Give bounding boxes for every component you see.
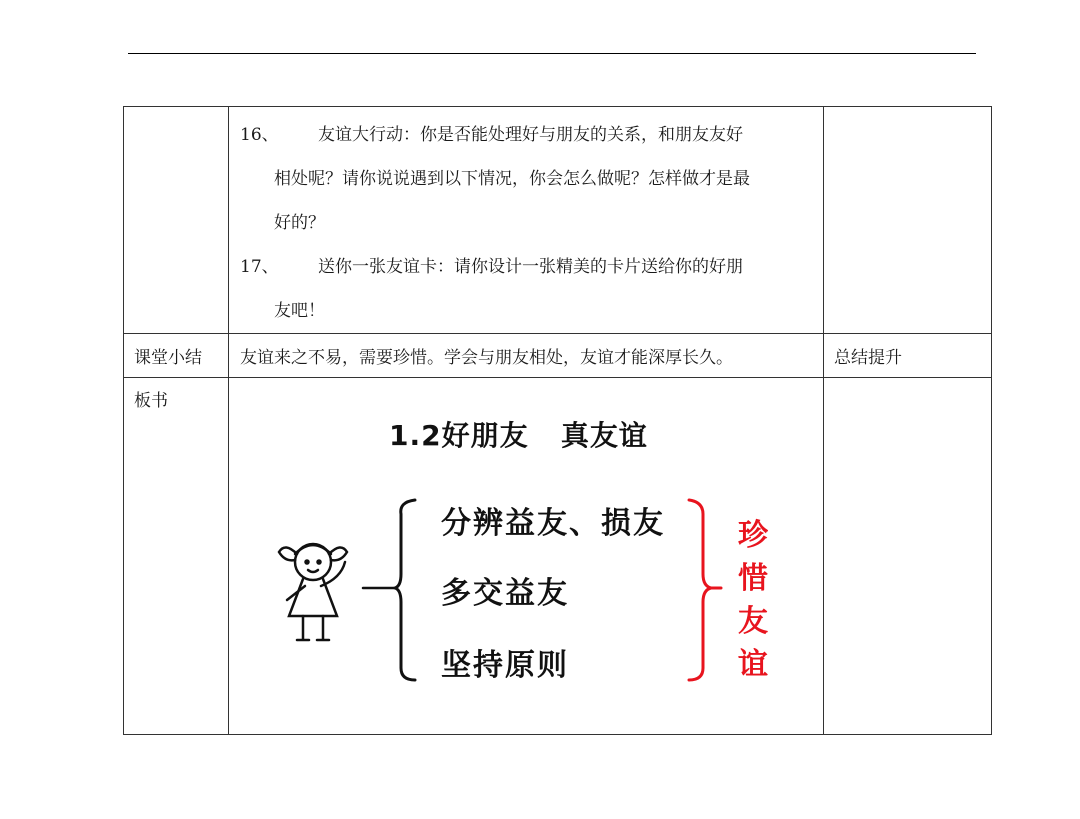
item-number: 16、 bbox=[240, 125, 279, 145]
summary-label: 课堂小结 bbox=[124, 334, 229, 378]
lesson-plan-table bbox=[123, 106, 992, 735]
item-text: 送你一张友谊卡：请你设计一张精美的卡片送给你的好朋 bbox=[318, 257, 743, 277]
item-text-line: 好的？ bbox=[274, 213, 325, 233]
activity-item-16 bbox=[240, 113, 813, 245]
board-purpose-cell bbox=[824, 378, 992, 735]
activity-row bbox=[124, 107, 992, 334]
board-label: 板书 bbox=[124, 378, 229, 735]
left-brace bbox=[395, 500, 415, 680]
activity-item-17 bbox=[240, 245, 813, 333]
summary-content: 友谊来之不易，需要珍惜。学会与朋友相处，友谊才能深厚长久。 bbox=[229, 334, 824, 378]
board-point: 坚持原则 bbox=[441, 648, 569, 683]
cherish-char: 谊 bbox=[738, 647, 768, 682]
board-title: 1.2好朋友 真友谊 bbox=[389, 419, 648, 452]
item-text-line: 相处呢？请你说说遇到以下情况，你会怎么做呢？怎样做才是最 bbox=[274, 169, 750, 189]
item-text-line: 友吧！ bbox=[274, 301, 325, 321]
activity-label-cell bbox=[124, 107, 229, 334]
board-point: 分辨益友、损友 bbox=[441, 506, 665, 541]
item-number: 17、 bbox=[240, 257, 279, 277]
board-cell bbox=[229, 378, 824, 735]
cherish-char: 珍 bbox=[738, 518, 768, 553]
right-brace bbox=[689, 500, 711, 680]
board-row bbox=[124, 378, 992, 735]
summary-row bbox=[124, 334, 992, 378]
board-point: 多交益友 bbox=[441, 576, 569, 611]
item-text: 友谊大行动：你是否能处理好与朋友的关系，和朋友友好 bbox=[318, 125, 743, 145]
blackboard-design bbox=[229, 378, 824, 726]
girl-drawing-icon bbox=[279, 544, 347, 640]
cherish-char: 友 bbox=[738, 604, 768, 639]
summary-purpose: 总结提升 bbox=[824, 334, 992, 378]
header-rule bbox=[128, 53, 976, 54]
cherish-char: 惜 bbox=[738, 561, 768, 596]
activity-purpose-cell bbox=[824, 107, 992, 334]
cherish-friendship-label bbox=[735, 514, 771, 686]
activity-content-cell bbox=[229, 107, 824, 334]
